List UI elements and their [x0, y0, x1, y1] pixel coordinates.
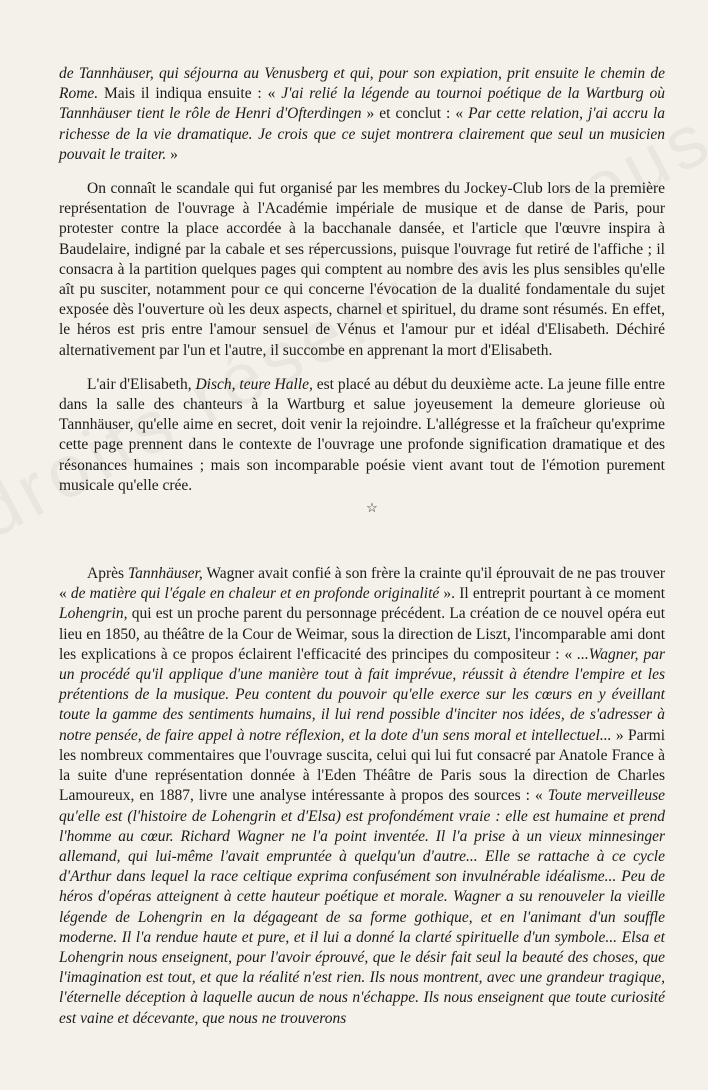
paragraph-1 [59, 64, 665, 165]
p3-run: L'air d'Elisabeth, [87, 375, 196, 393]
p1-run: de Tannhäuser, qui séjourna au Venusberg et qui, pour son expiation, prit ensuite le chemin de Rome. [59, 65, 665, 103]
paragraph-3 [59, 375, 665, 496]
p4-run: » Parmi les nombreux commentaires que l'ouvrage suscita, celui qui lui fut consacré par Anatole France à la suite d'une représentation donnée à l'Eden Théâtre de Paris sous la direction de Charles Lamoureux, en 1887, livre une analyse intéressante à propos des sources : « [59, 726, 665, 805]
p4-run: ...Wagner, par un procédé qu'il applique d'une manière tout à fait imprévue, réussit à étendre l'empire et les prétentions de la musique. Peu content du pouvoir qu'elle exerce sur les cœurs en y éveillant toute la gamme des sentiments humains, il lui rend possible d'inciter nos idées, de s'adresser à notre pensée, de faire appel à notre réflexion, et la dote d'un sens moral et intellectuel... [59, 645, 665, 744]
p4-run: ». Il entreprit pourtant à ce moment [439, 585, 666, 603]
p4-run: de matière qui l'égale en chaleur et en profonde originalité [70, 585, 440, 603]
p2-run: On connaît le scandale qui fut organisé par les membres du Jockey-Club lors de la première représentation de l'ouvrage à l'Académie impériale de musique et de danse de Paris, pour protester contre la place accordée à la bacchanale dansée, et l'article que l'œuvre inspira à Baudelaire, indigné par la cabale et ses répercussions, puisque l'ouvrage fut retiré de l'affiche ; il consacra à la partition quelques pages qui comptent au nombre des avis les plus sensibles qu'elle aît pu susciter, notamment pour ce qui concerne l'évocation de la dualité fondamentale du sujet exposée dès l'ouverture où les deux aspects, charnel et spirituel, du drame sont résumés. En effet, le héros est pris entre l'amour sensuel de Vénus et l'amour pur et idéal d'Elisabeth. Déchiré alternativement par l'un et l'autre, il succombe en apprenant la mort d'Elisabeth. [59, 180, 665, 359]
p1-run: J'ai relié la légende au tournoi poétique de la Wartburg où Tannhäuser tient le rôle de Henri d'Ofterdingen [59, 85, 665, 123]
p4-run: Wagner avait confié à son frère la crainte qu'il éprouvait de ne pas trouver « [59, 565, 665, 603]
p1-run: » et conclut : « [361, 105, 469, 123]
paragraph-4 [59, 564, 665, 1029]
p3-run: est placé au début du deuxième acte. La jeune fille entre dans la salle des chanteurs à la Wartburg et salue joyeusement la demeure glorieuse où Tannhäuser, qu'elle aime en secret, doit venir la rejoindre. L'allégresse et la fraîcheur qu'exprime cette page prennent dans le contexte de l'ouvrage une profonde signification dramatique et des résonances humaines ; mais son incomparable poésie vient avant tout de l'émotion purement musicale qu'elle crée. [59, 375, 665, 494]
p1-run: » [166, 145, 178, 163]
p4-run: Tannhäuser, [127, 565, 203, 583]
p4-run: Lohengrin, [59, 605, 128, 623]
p1-run: Mais il indiqua ensuite : « [98, 85, 282, 103]
p4-run: Toute merveilleuse qu'elle est (l'histoire de Lohengrin et d'Elsa) est profondément vraie : elle est humaine et prend l'homme au cœur. Richard Wagner ne l'a point inventée. Il l'a prise à un vieux minnesinger allemand, qui lui-même l'avait empruntée à quelqu'un d'autre... Elle se rattache à ce cycle d'Arthur dans lequel la race celtique exprima confusément son invulnérable idéalisme... Peu de héros d'opéras atteignent à cette hauteur poétique et morale. Wagner a su renouveler la vieille légende de Lohengrin en la dégageant de sa forme gothique, et en l'animant d'un souffle moderne. Il l'a rendue haute et pure, et il lui a donné la clarté spirituelle d'un symbole... Elsa et Lohengrin nous enseignent, pour l'avoir éprouvé, que le désir fait seul la beauté des choses, que l'imagination est tout, et que la réalité n'est rien. Ils nous montrent, avec une grandeur tragique, l'éternelle déception à laquelle aucun de nous n'échappe. Ils nous enseignent que toute curiosité est vaine et décevante, que nous ne trouverons [59, 787, 665, 1027]
p4-run: Après [87, 565, 128, 583]
p4-run: qui est un proche parent du personnage précédent. La création de ce nouvel opéra eut lieu en 1850, au théâtre de la Cour de Weimar, sous la direction de Liszt, l'incomparable ami dont les explications à ce propos éclairent l'efficacité des principes du compositeur : « [59, 605, 665, 663]
p1-run: Par cette relation, j'ai accru la richesse de la vie dramatique. Je crois que ce sujet montrera clairement que seul un musicien pouvait le traiter. [59, 105, 665, 163]
p3-run: Disch, teure Halle, [195, 375, 313, 393]
star-separator-icon: ☆ [366, 500, 378, 516]
paragraph-2 [59, 179, 665, 361]
